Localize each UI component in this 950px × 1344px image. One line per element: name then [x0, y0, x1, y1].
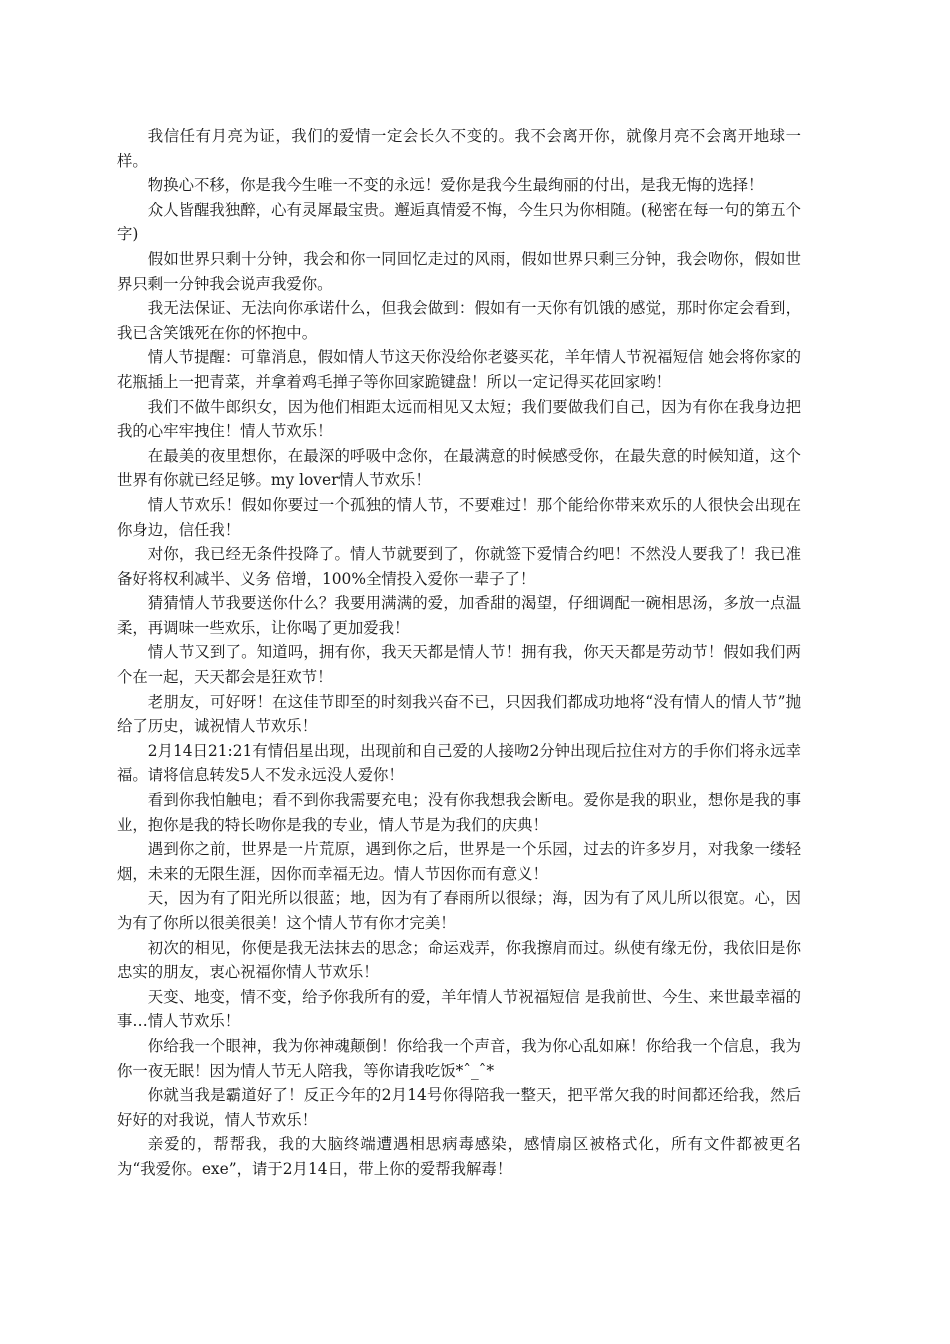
paragraph-11: 猜猜情人节我要送你什么？我要用满满的爱，加香甜的渴望，仔细调配一碗相思汤，多放一点温柔，再调味一些欢乐，让你喝了更加爱我！	[117, 594, 801, 637]
paragraph-8: 在最美的夜里想你，在最深的呼吸中念你，在最满意的时候感受你，在最失意的时候知道，这个世界有你就已经足够。my lover情人节欢乐！	[117, 446, 801, 490]
paragraph-19: 天变、地变，情不变，给予你我所有的爱，羊年情人节祝福短信 是我前世、今生、来世最幸福的事…情人节欢乐！	[117, 987, 801, 1031]
paragraph-3: 众人皆醒我独醉，心有灵犀最宝贵。邂逅真情爱不悔，今生只为你相随。(秘密在每一句的第五个字)	[117, 200, 801, 244]
paragraph-12: 情人节又到了。知道吗，拥有你，我天天都是情人节！拥有我，你天天都是劳动节！假如我们两个在一起，天天都会是狂欢节！	[117, 643, 801, 687]
paragraph-18: 初次的相见，你便是我无法抹去的思念；命运戏弄，你我擦肩而过。纵使有缘无份，我依旧是你忠实的朋友，衷心祝福你情人节欢乐！	[117, 938, 801, 982]
paragraph-6: 情人节提醒：可靠消息，假如情人节这天你没给你老婆买花，羊年情人节祝福短信 她会将你家的花瓶插上一把青菜，并拿着鸡毛掸子等你回家跪键盘！所以一定记得买花回家哟！	[117, 348, 801, 391]
paragraph-9: 情人节欢乐！假如你要过一个孤独的情人节，不要难过！那个能给你带来欢乐的人很快会出现在你身边，信任我！	[117, 495, 801, 539]
document-body	[117, 124, 801, 1182]
paragraph-5: 我无法保证、无法向你承诺什么，但我会做到：假如有一天你有饥饿的感觉，那时你定会看到，我已含笑饿死在你的怀抱中。	[117, 299, 801, 342]
paragraph-16: 遇到你之前，世界是一片荒原，遇到你之后，世界是一个乐园，过去的许多岁月，对我象一缕轻烟，未来的无限生涯，因你而幸福无边。情人节因你而有意义！	[117, 840, 801, 883]
paragraph-1: 我信任有月亮为证，我们的爱情一定会长久不变的。我不会离开你，就像月亮不会离开地球一样。	[117, 127, 801, 170]
paragraph-22: 亲爱的，帮帮我，我的大脑终端遭遇相思病毒感染，感情扇区被格式化，所有文件都被更名为“我爱你。exe”，请于2月14日，带上你的爱帮我解毒！	[117, 1135, 801, 1178]
paragraph-7: 我们不做牛郎织女，因为他们相距太远而相见又太短；我们要做我们自己，因为有你在我身边把我的心牢牢拽住！情人节欢乐！	[117, 397, 801, 441]
paragraph-4: 假如世界只剩十分钟，我会和你一同回忆走过的风雨，假如世界只剩三分钟，我会吻你，假如世界只剩一分钟我会说声我爱你。	[117, 249, 801, 293]
paragraph-14: 2月14日21:21有情侣星出现，出现前和自己爱的人接吻2分钟出现后拉住对方的手你们将永远幸福。请将信息转发5人不发永远没人爱你！	[117, 741, 801, 785]
paragraph-13: 老朋友，可好呀！在这佳节即至的时刻我兴奋不已，只因我们都成功地将“没有情人的情人节”抛给了历史，诚祝情人节欢乐！	[117, 692, 801, 736]
paragraph-21: 你就当我是霸道好了！反正今年的2月14号你得陪我一整天，把平常欠我的时间都还给我，然后好好的对我说，情人节欢乐！	[117, 1086, 801, 1129]
paragraph-15: 看到你我怕触电；看不到你我需要充电；没有你我想我会断电。爱你是我的职业，想你是我的事业，抱你是我的特长吻你是我的专业，情人节是为我们的庆典！	[117, 791, 801, 834]
paragraph-20: 你给我一个眼神，我为你神魂颠倒！你给我一个声音，我为你心乱如麻！你给我一个信息，我为你一夜无眠！因为情人节无人陪我，等你请我吃饭*ˆ_ˆ*	[117, 1036, 801, 1080]
paragraph-2: 物换心不移，你是我今生唯一不变的永远！爱你是我今生最绚丽的付出，是我无悔的选择！	[147, 176, 764, 195]
paragraph-17: 天，因为有了阳光所以很蓝；地，因为有了春雨所以很绿；海，因为有了风儿所以很宽。心，因为有了你所以很美很美！这个情人节有你才完美！	[117, 889, 801, 932]
paragraph-10: 对你，我已经无条件投降了。情人节就要到了，你就签下爱情合约吧！不然没人要我了！我已准备好将权利减半、义务 倍增，100%全情投入爱你一辈子了！	[117, 545, 801, 588]
